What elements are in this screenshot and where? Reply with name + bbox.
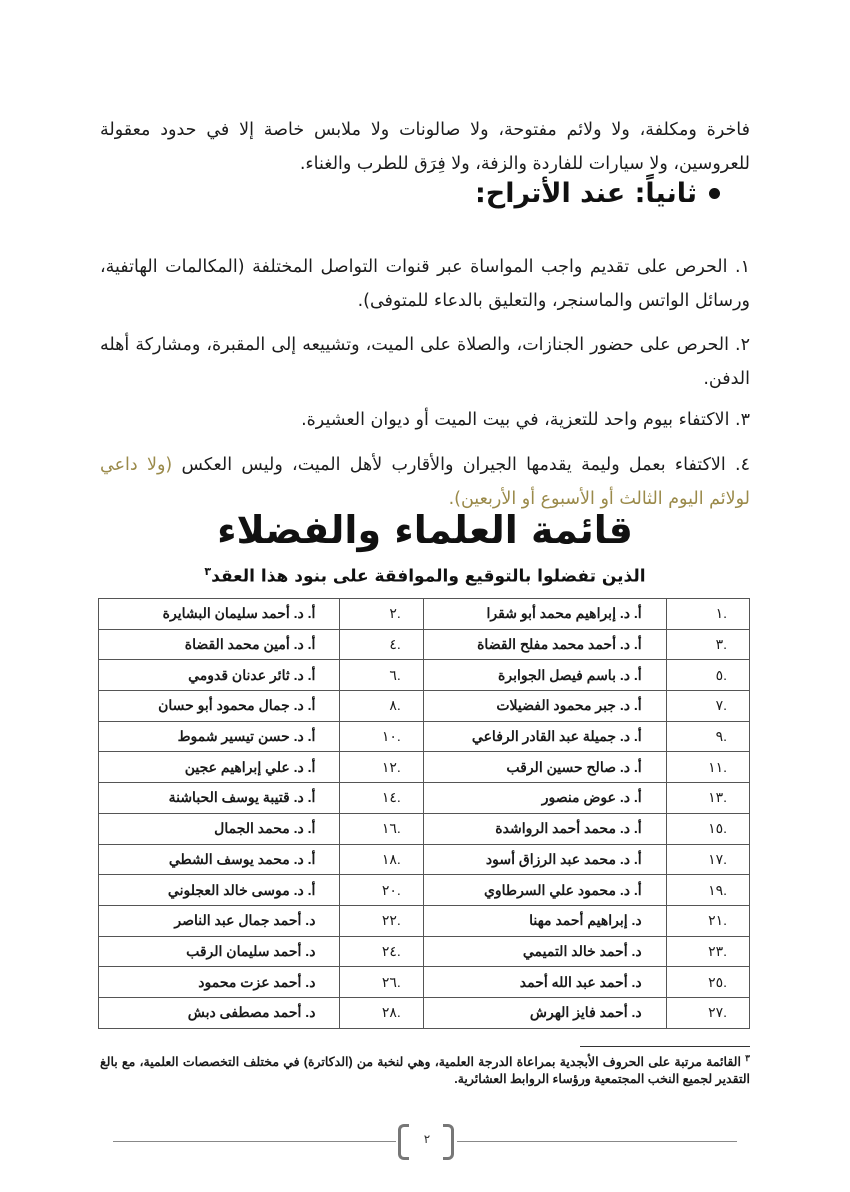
table-row [99, 691, 750, 722]
row-number: .٤ [340, 629, 423, 660]
table-row [99, 875, 750, 906]
row-number: .٨ [340, 691, 423, 722]
scholar-name: د. أحمد جمال عبد الناصر [99, 905, 340, 936]
subtitle-text: الذين تفضلوا بالتوقيع والموافقة على بنود هذا العقد [211, 566, 646, 587]
row-number: .٣ [666, 629, 749, 660]
intro-paragraph: فاخرة ومكلفة، ولا ولائم مفتوحة، ولا صالونات ولا ملابس خاصة إلا في حدود معقولة للعروسين، ولا سيارات للفاردة والزفة، ولا فِرَق للطرب والغناء. [100, 119, 750, 174]
row-number: .٢١ [666, 905, 749, 936]
row-number: .٥ [666, 660, 749, 691]
footnote-separator [580, 1046, 750, 1047]
row-number: .٦ [340, 660, 423, 691]
row-number: .١٦ [340, 813, 423, 844]
row-number: .١٤ [340, 783, 423, 814]
table-row [99, 813, 750, 844]
scholar-name: أ. د. أمين محمد القضاة [99, 629, 340, 660]
scholars-list-title: قائمة العلماء والفضلاء [217, 508, 633, 552]
list-item-4 [100, 448, 750, 516]
bullet-icon [709, 188, 720, 199]
scholar-name: د. أحمد مصطفى دبش [99, 997, 340, 1028]
scholar-name: أ. د. موسى خالد العجلوني [99, 875, 340, 906]
row-number: .٢ [340, 599, 423, 630]
section-heading-text: ثانياً: عند الأتراح: [474, 178, 697, 209]
row-number: .٢٠ [340, 875, 423, 906]
list-item-4-highlight: (ولا داعي لولائم اليوم الثالث أو الأسبوع أو الأربعين). [100, 454, 750, 509]
list-item-2: ٢. الحرص على حضور الجنازات، والصلاة على الميت، وتشييعه إلى المقبرة، ومشاركة أهله الدفن. [100, 334, 750, 389]
row-number: .٢٢ [340, 905, 423, 936]
row-number: .١٣ [666, 783, 749, 814]
list-item-1: ١. الحرص على تقديم واجب المواساة عبر قنوات التواصل المختلفة (المكالمات الهاتفية، ورسائل الواتس والماسنجر، والتعليق بالدعاء للمتوفى). [100, 256, 750, 311]
page-footer [113, 1122, 737, 1158]
scholar-name: أ. د. محمد الجمال [99, 813, 340, 844]
row-number: .١ [666, 599, 749, 630]
scholars-table [98, 598, 750, 1029]
footer-rule-left [113, 1141, 396, 1142]
scholar-name: أ. د. جميلة عبد القادر الرفاعي [423, 721, 666, 752]
table-row [99, 844, 750, 875]
row-number: .١٠ [340, 721, 423, 752]
footnote [100, 1050, 750, 1088]
footnote-reference[interactable]: ٣ [204, 565, 212, 578]
table-row [99, 967, 750, 998]
scholar-name: أ. د. محمد يوسف الشطي [99, 844, 340, 875]
row-number: .١٥ [666, 813, 749, 844]
scholar-name: أ. د. صالح حسين الرقب [423, 752, 666, 783]
scholar-name: أ. د. علي إبراهيم عجين [99, 752, 340, 783]
scholar-name: أ. د. محمود علي السرطاوي [423, 875, 666, 906]
row-number: .٢٥ [666, 967, 749, 998]
row-number: .٧ [666, 691, 749, 722]
scholar-name: د. أحمد سليمان الرقب [99, 936, 340, 967]
page-number: ٢ [423, 1132, 431, 1146]
scholar-name: أ. د. قتيبة يوسف الحباشنة [99, 783, 340, 814]
row-number: .٩ [666, 721, 749, 752]
row-number: .٢٤ [340, 936, 423, 967]
scholar-name: أ. د. محمد عبد الرزاق أسود [423, 844, 666, 875]
scholars-list-subtitle [0, 565, 850, 587]
row-number: .١٩ [666, 875, 749, 906]
scholar-name: أ. د. حسن تيسير شموط [99, 721, 340, 752]
page-number-bracket-right [443, 1124, 454, 1160]
row-number: .١٨ [340, 844, 423, 875]
table-row [99, 997, 750, 1028]
row-number: .٢٣ [666, 936, 749, 967]
list-item-3: ٣. الاكتفاء بيوم واحد للتعزية، في بيت الميت أو ديوان العشيرة. [301, 409, 750, 430]
footnote-marker: ٣ [745, 1053, 750, 1063]
scholar-name: أ. د. محمد أحمد الرواشدة [423, 813, 666, 844]
table-row [99, 905, 750, 936]
scholar-name: أ. د. جبر محمود الفضيلات [423, 691, 666, 722]
section-heading [475, 178, 720, 209]
scholar-name: د. أحمد خالد التميمي [423, 936, 666, 967]
scholar-name: د. أحمد فايز الهرش [423, 997, 666, 1028]
table-row [99, 783, 750, 814]
scholar-name: أ. د. ثائر عدنان قدومي [99, 660, 340, 691]
table-row [99, 936, 750, 967]
scholar-name: د. أحمد عبد الله أحمد [423, 967, 666, 998]
row-number: .١٧ [666, 844, 749, 875]
footer-rule-right [457, 1141, 737, 1142]
row-number: .٢٦ [340, 967, 423, 998]
table-row [99, 660, 750, 691]
scholar-name: أ. د. باسم فيصل الجوابرة [423, 660, 666, 691]
page-number-bracket-left [398, 1124, 409, 1160]
scholar-name: أ. د. جمال محمود أبو حسان [99, 691, 340, 722]
scholar-name: أ. د. عوض منصور [423, 783, 666, 814]
scholar-name: أ. د. أحمد محمد مفلح القضاة [423, 629, 666, 660]
table-row [99, 629, 750, 660]
scholar-name: د. إبراهيم أحمد مهنا [423, 905, 666, 936]
footnote-text: القائمة مرتبة على الحروف الأبجدية بمراعاة الدرجة العلمية، وهي لنخبة من (الدكاترة) في مختلف التخصصات العلمية، مع بالغ التقدير لجميع النخب المجتمعية ورؤساء الروابط العشائرية. [100, 1055, 750, 1087]
table-row [99, 721, 750, 752]
scholar-name: أ. د. إبراهيم محمد أبو شقرا [423, 599, 666, 630]
list-item-4-main: ٤. الاكتفاء بعمل وليمة يقدمها الجيران والأقارب لأهل الميت، وليس العكس [172, 454, 750, 475]
table-row [99, 752, 750, 783]
row-number: .٢٨ [340, 997, 423, 1028]
row-number: .١٢ [340, 752, 423, 783]
row-number: .٢٧ [666, 997, 749, 1028]
scholar-name: أ. د. أحمد سليمان البشايرة [99, 599, 340, 630]
table-row [99, 599, 750, 630]
row-number: .١١ [666, 752, 749, 783]
scholar-name: د. أحمد عزت محمود [99, 967, 340, 998]
